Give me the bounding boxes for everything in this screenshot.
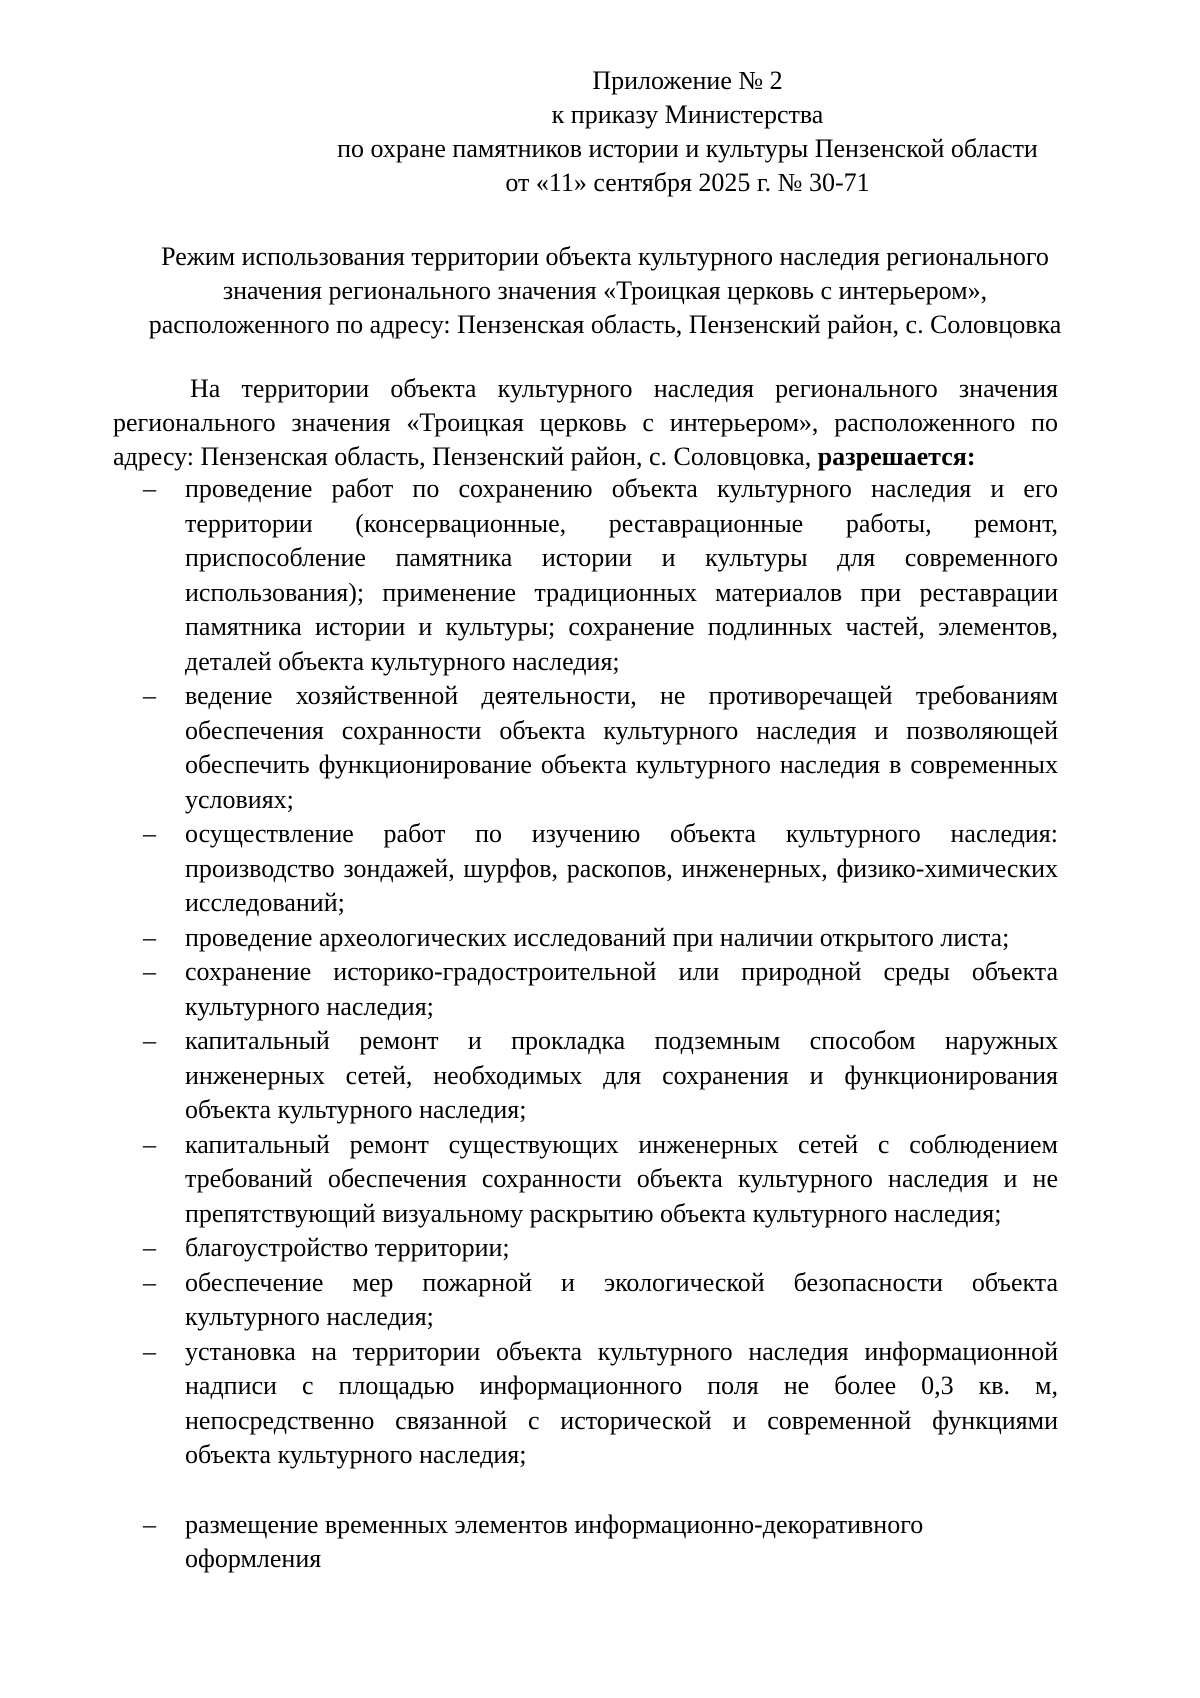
list-item-text: благоустройство территории; <box>185 1233 510 1262</box>
dash-bullet: – <box>143 681 156 710</box>
list-item <box>113 472 1058 679</box>
dash-bullet: – <box>143 1026 156 1055</box>
dash-bullet: – <box>143 957 156 986</box>
intro-text: На территории объекта культурного наследия регионального значения регионального значения «Троицкая церковь с интерьером», расположенного по адресу: Пензенская область, Пензенский район, с. Соловцовка, <box>113 374 1058 471</box>
intro-paragraph <box>113 372 1058 474</box>
list-item-text: ведение хозяйственной деятельности, не противоречащей требованиям обеспечения сохранности объекта культурного наследия и позволяющей обеспечить функционирование объекта культурного наследия в современных условиях; <box>185 681 1058 814</box>
dash-bullet: – <box>143 922 156 952</box>
list-item-text: осуществление работ по изучению объекта культурного наследия: производство зондажей, шурфов, раскопов, инженерных, физико-химических исследований; <box>185 819 1058 917</box>
list-item <box>113 1231 1058 1266</box>
list-item-text: проведение работ по сохранению объекта культурного наследия и его территории (консервационные, реставрационные работы, ремонт, приспособление памятника истории и культуры для современного использования); применение традиционных материалов при реставрации памятника истории и культуры; сохранение подлинных частей, элементов, деталей объекта культурного наследия; <box>185 474 1058 676</box>
order-reference: к приказу Министерства <box>551 100 824 129</box>
list-item-text: размещение временных элементов информационно-декоративного оформления <box>185 1509 924 1573</box>
intro-emphasis: разрешается: <box>817 442 976 471</box>
list-item <box>113 955 1058 1024</box>
list-item-text: установка на территории объекта культурного наследия информационной надписи с площадью информационного поля не более 0,3 кв. м, непосредственно связанной с исторической и современной функциями объекта культурного наследия; <box>185 1336 1058 1469</box>
list-item <box>113 1024 1058 1128</box>
list-item <box>113 1508 1058 1577</box>
appendix-header <box>330 64 1045 200</box>
list-item-text: сохранение историко-градостроительной или природной среды объекта культурного наследия; <box>185 957 1058 1021</box>
list-item-text: капитальный ремонт и прокладка подземным способом наружных инженерных сетей, необходимых для сохранения и функционирования объекта культурного наследия; <box>185 1026 1058 1124</box>
list-item <box>113 1335 1058 1473</box>
permitted-activities-list <box>113 472 1058 1577</box>
document-title <box>110 240 1100 342</box>
list-item <box>113 1128 1058 1232</box>
dash-bullet: – <box>143 1129 156 1159</box>
order-date-number: от «11» сентября 2025 г. № 30-71 <box>505 168 870 197</box>
dash-bullet: – <box>143 1233 156 1262</box>
appendix-number: Приложение № 2 <box>592 66 783 95</box>
list-item <box>113 679 1058 817</box>
list-item-text: капитальный ремонт существующих инженерных сетей с соблюдением требований обеспечения сохранности объекта культурного наследия и не препятствующий визуальному раскрытию объекта культурного наследия; <box>185 1129 1058 1228</box>
dash-bullet: – <box>143 1267 156 1297</box>
dash-bullet: – <box>143 1509 156 1539</box>
title-line-1: Режим использования территории объекта культурного наследия регионального <box>161 242 1049 271</box>
dash-bullet: – <box>143 1336 156 1366</box>
dash-bullet: – <box>143 474 156 503</box>
list-item-text: обеспечение мер пожарной и экологической безопасности объекта культурного наследия; <box>185 1267 1058 1331</box>
ministry-name: по охране памятников истории и культуры Пензенской области <box>337 134 1038 163</box>
title-line-3: расположенного по адресу: Пензенская область, Пензенский район, с. Соловцовка <box>148 310 1062 339</box>
list-item <box>113 817 1058 921</box>
list-item <box>113 921 1058 956</box>
title-line-2: значения регионального значения «Троицкая церковь с интерьером», <box>222 276 988 305</box>
list-item-text: проведение археологических исследований при наличии открытого листа; <box>185 922 1010 952</box>
dash-bullet: – <box>143 819 156 848</box>
list-item <box>113 1266 1058 1335</box>
